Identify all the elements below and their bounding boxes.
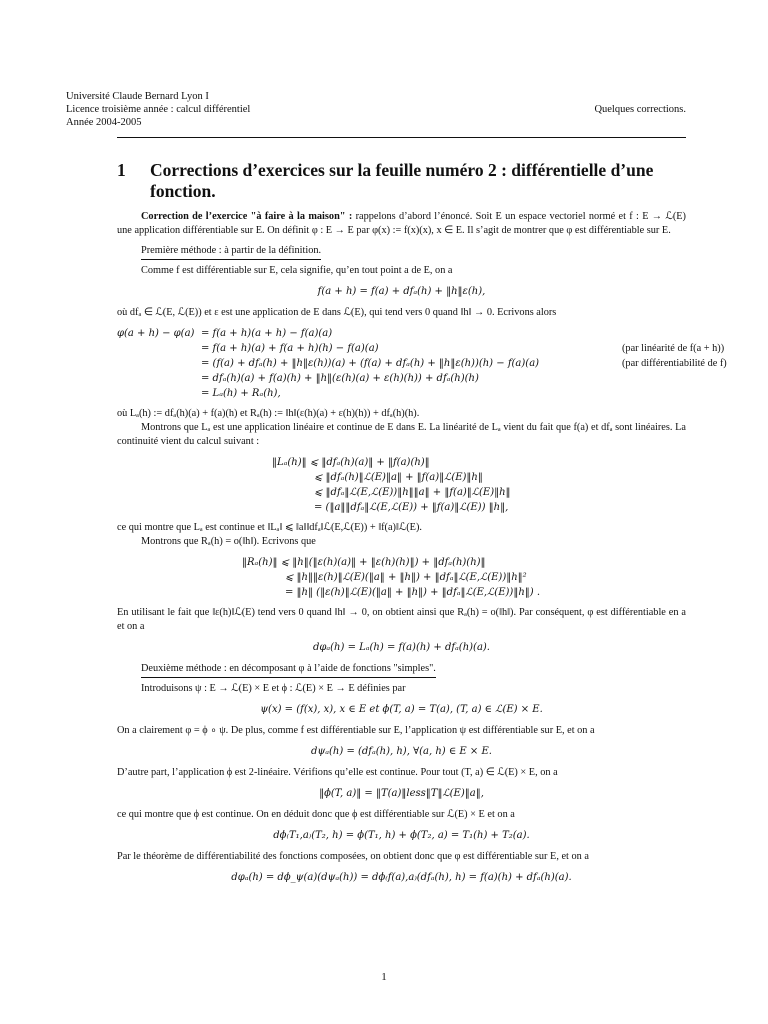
intro-paragraph xyxy=(117,210,686,238)
align1-note: (par différentiabilité de f) xyxy=(622,358,727,369)
equation-1: f(a + h) = f(a) + dfₐ(h) + ‖h‖ε(h), xyxy=(317,286,486,297)
header-course: Licence troisième année : calcul différentiel xyxy=(66,104,251,115)
paragraph-4: Montrons que Lₐ est une application linéaire et continue de E dans E. La linéarité de Lₐ vient du fait que f(a) et dfₐ sont linéaires. La continuité vient du calcul suivant : xyxy=(117,422,686,447)
document-body xyxy=(117,210,727,892)
paragraph-11: ce qui montre que ϕ est continue. On en déduit donc que ϕ est différentiable sur ℒ(E) × E et on a xyxy=(117,809,515,820)
align2-row: ‖Lₐ(h)‖ ⩽ ‖dfₐ(h)(a)‖ + ‖f(a)(h)‖ xyxy=(272,457,430,468)
paragraph-8: Introduisons ψ : E → ℒ(E) × E et ϕ : ℒ(E) × E → E définies par xyxy=(141,683,406,694)
section-number: 1 xyxy=(117,160,126,180)
paragraph-12: Par le théorème de différentiabilité des fonctions composées, on obtient donc que φ est différentiable sur E, et on a xyxy=(117,851,589,862)
align1-rhs: = (f(a) + dfₐ(h) + ‖h‖ε(h))(a) + (f(a) + dfₐ(h) + ‖h‖ε(h))(h) − f(a)(a) xyxy=(201,358,540,369)
align1-row xyxy=(117,341,725,356)
header-rule xyxy=(117,137,686,138)
paragraph-7: En utilisant le fait que ‖ε(h)‖ℒ(E) tend vers 0 quand ‖h‖ → 0, on obtient ainsi que Rₐ(h) = o(‖h‖). Par conséquent, φ est différentiable en a et on a xyxy=(117,607,686,632)
paragraph-5: ce qui montre que Lₐ est continue et ‖Lₐ‖ ⩽ ‖a‖‖dfₐ‖ℒ(E,ℒ(E)) + ‖f(a)‖ℒ(E). xyxy=(117,522,422,533)
paragraph-9: On a clairement φ = ϕ ∘ ψ. De plus, comme f est différentiable sur E, l’application ψ est différentiable sur E, et on a xyxy=(117,725,595,736)
paragraph-1: Comme f est différentiable sur E, cela signifie, qu’en tout point a de E, on a xyxy=(141,265,453,276)
equation-4: dψₐ(h) = (dfₐ(h), h), ∀(a, h) ∈ E × E. xyxy=(311,746,492,757)
align1-row xyxy=(117,386,686,401)
paragraph-10: D’autre part, l’application ϕ est 2-linéaire. Vérifions qu’elle est continue. Pour tout (T, a) ∈ ℒ(E) × E, on a xyxy=(117,767,558,778)
align2-row: ⩽ ‖dfₐ(h)‖ℒ(E)‖a‖ + ‖f(a)‖ℒ(E)‖h‖ xyxy=(314,472,483,483)
equation-5: ‖ϕ(T, a)‖ = ‖T(a)‖less‖T‖ℒ(E)‖a‖, xyxy=(319,788,484,799)
header-university: Université Claude Bernard Lyon I xyxy=(66,91,209,102)
equation-2: dφₐ(h) = Lₐ(h) = f(a)(h) + dfₐ(h)(a). xyxy=(312,642,490,653)
align2-row: ⩽ ‖dfₐ‖ℒ(E,ℒ(E))‖h‖‖a‖ + ‖f(a)‖ℒ(E)‖h‖ xyxy=(314,487,511,498)
method2-heading: Deuxième méthode : en décomposant φ à l’aide de fonctions "simples". xyxy=(141,662,436,678)
paragraph-6: Montrons que Rₐ(h) = o(‖h‖). Ecrivons que xyxy=(141,536,316,547)
align3-row: ‖Rₐ(h)‖ ⩽ ‖h‖(‖ε(h)(a)‖ + ‖ε(h)(h)‖) + ‖dfₐ(h)(h)‖ xyxy=(242,557,486,568)
header-right-note: Quelques corrections. xyxy=(594,104,686,115)
align1-row xyxy=(117,371,686,386)
paragraph-3: où Lₐ(h) := dfₐ(h)(a) + f(a)(h) et Rₐ(h) := ‖h‖(ε(h)(a) + ε(h)(h)) + dfₐ(h)(h). xyxy=(117,408,420,419)
align1-lhs: φ(a + h) − φ(a) xyxy=(117,328,195,339)
equation-7: dφₐ(h) = dϕ_ψ(a)(dψₐ(h)) = dϕ₍f(a),a₎(dfₐ(h), h) = f(a)(h) + dfₐ(h)(a). xyxy=(231,872,572,883)
align3-row: = ‖h‖ (‖ε(h)‖ℒ(E)(‖a‖ + ‖h‖) + ‖dfₐ‖ℒ(E,ℒ(E))‖h‖) . xyxy=(285,587,541,598)
align1-row xyxy=(117,356,727,371)
align1-rhs: = f(a + h)(a + h) − f(a)(a) xyxy=(201,328,333,339)
page-number: 1 xyxy=(381,971,387,983)
align1-row xyxy=(117,326,686,341)
header-left xyxy=(66,90,686,129)
align1-rhs: = dfₐ(h)(a) + f(a)(h) + ‖h‖(ε(h)(a) + ε(h)(h)) + dfₐ(h)(h) xyxy=(201,373,479,384)
equation-3: ψ(x) = (f(x), x), x ∈ E et ϕ(T, a) = T(a), (T, a) ∈ ℒ(E) × E. xyxy=(260,704,543,715)
align2-row: = (‖a‖‖dfₐ‖ℒ(E,ℒ(E)) + ‖f(a)‖ℒ(E)) ‖h‖, xyxy=(314,502,509,513)
paragraph-2: où dfₐ ∈ ℒ(E, ℒ(E)) et ε est une application de E dans ℒ(E), qui tend vers 0 quand ‖h‖ → 0. Ecrivons alors xyxy=(117,307,557,318)
align-block-1 xyxy=(117,326,727,401)
align3-row: ⩽ ‖h‖‖ε(h)‖ℒ(E)(‖a‖ + ‖h‖) + ‖dfₐ‖ℒ(E,ℒ(E))‖h‖² xyxy=(285,572,527,583)
section-title-text: Corrections d’exercices sur la feuille numéro 2 : différentielle d’une fonction. xyxy=(150,160,654,201)
align-block-2 xyxy=(117,455,686,515)
align-block-3 xyxy=(117,555,686,600)
header-year: Année 2004-2005 xyxy=(66,117,142,128)
intro-rest: rappelons d’abord l’énoncé. Soit E un espace vectoriel normé et f : E → ℒ(E) une application différentiable sur E. On définit φ : E → E par φ(x) := f(x)(x), x ∈ E. Il s’agit de montrer que φ est différentiable sur E. xyxy=(117,211,686,236)
method1-heading: Première méthode : à partir de la définition. xyxy=(141,244,321,260)
page-header xyxy=(66,90,686,129)
equation-6: dϕ₍T₁,a₎(T₂, h) = ϕ(T₁, h) + ϕ(T₂, a) = T₁(h) + T₂(a). xyxy=(273,830,530,841)
intro-bold: Correction de l’exercice "à faire à la maison" : xyxy=(141,211,353,222)
align1-rhs: = Lₐ(h) + Rₐ(h), xyxy=(201,388,281,399)
align1-note: (par linéarité de f(a + h)) xyxy=(622,343,725,354)
align1-rhs: = f(a + h)(a) + f(a + h)(h) − f(a)(a) xyxy=(201,343,379,354)
